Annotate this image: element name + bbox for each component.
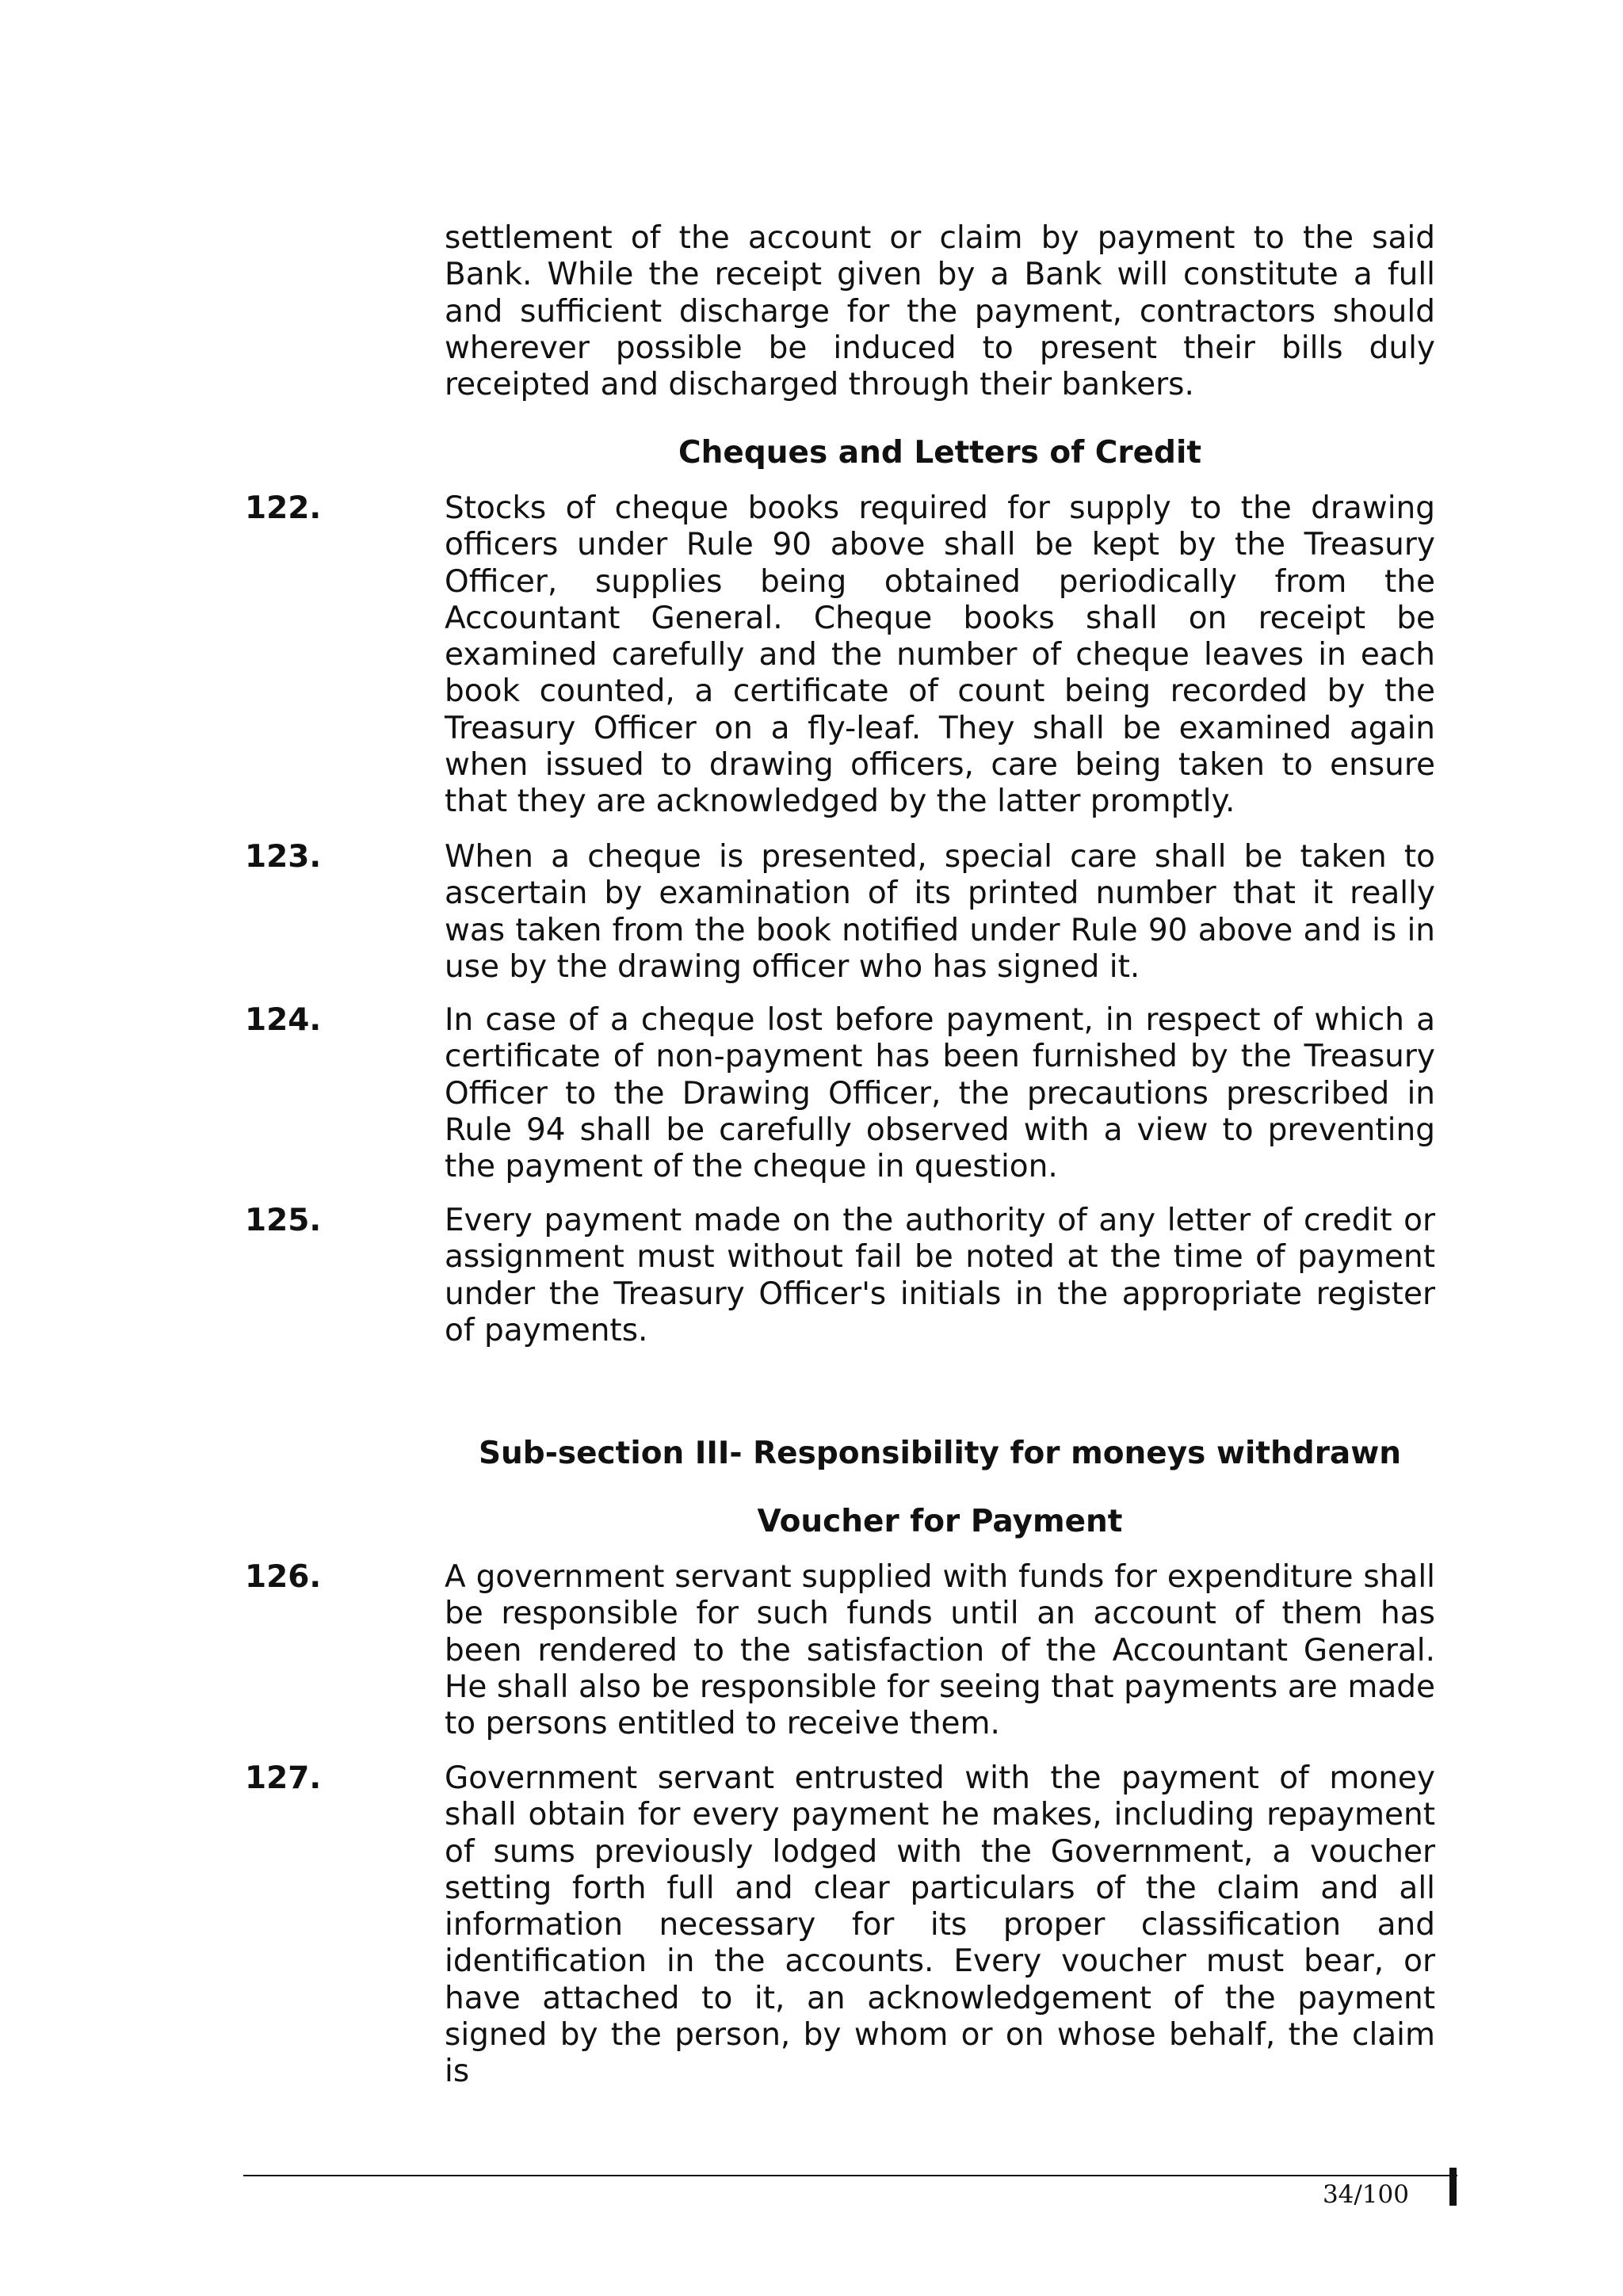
rule-text-125: Every payment made on the authority of any letter of credit or assignment must without fail be noted at the time of payment under the Treasury Officer's initials in the appropriate register of payments.	[445, 1203, 1435, 1348]
continuation-paragraph: settlement of the account or claim by payment to the said Bank. While the receipt given by a Bank will constitute a full and sufficient discharge for the payment, contractors should wherever possible be induced to present their bills duly receipted and discharged through their bankers.	[445, 220, 1435, 403]
page-number: 34/100	[1322, 2180, 1409, 2209]
rule-number-127: 127.	[245, 1760, 322, 1796]
footer-divider	[243, 2175, 1457, 2176]
section-heading-cheques: Cheques and Letters of Credit	[678, 435, 1201, 471]
subsection-heading: Sub-section III- Responsibility for moneys withdrawn	[478, 1436, 1402, 1471]
rule-number-125: 125.	[245, 1203, 322, 1238]
rule-text-126: A government servant supplied with funds for expenditure shall be responsible for such funds until an account of them has been rendered to the satisfaction of the Accountant General. He shall also be responsible for seeing that payments are made to persons entitled to receive them.	[445, 1559, 1435, 1742]
rule-number-122: 122.	[245, 490, 322, 526]
rule-number-124: 124.	[245, 1002, 322, 1038]
rule-text-127: Government servant entrusted with the payment of money shall obtain for every payment he makes, including repayment of sums previously lodged with the Government, a voucher setting forth full and clear particulars of the claim and all information necessary for its proper classification and identification in the accounts. Every voucher must bear, or have attached to it, an acknowledgement of the payment signed by the person, by whom or on whose behalf, the claim is	[445, 1760, 1435, 2090]
rule-text-122: Stocks of cheque books required for supply to the drawing officers under Rule 90 above shall be kept by the Treasury Officer, supplies being obtained periodically from the Accountant General. Cheque books shall on receipt be examined carefully and the number of cheque leaves in each book counted, a certificate of count being recorded by the Treasury Officer on a fly-leaf. They shall be examined again when issued to drawing officers, care being taken to ensure that they are acknowledged by the latter promptly.	[445, 490, 1435, 820]
section-heading-voucher: Voucher for Payment	[757, 1504, 1123, 1539]
rule-number-126: 126.	[245, 1559, 322, 1595]
rule-text-124: In case of a cheque lost before payment, in respect of which a certificate of non-payment has been furnished by the Treasury Officer to the Drawing Officer, the precautions prescribed in Rule 94 shall be carefully observed with a view to preventing the payment of the cheque in question.	[445, 1002, 1435, 1185]
rule-text-123: When a cheque is presented, special care shall be taken to ascertain by examination of its printed number that it really was taken from the book notified under Rule 90 above and is in use by the drawing officer who has signed it.	[445, 839, 1435, 985]
rule-number-123: 123.	[245, 839, 322, 875]
footer-marker-bar	[1449, 2168, 1457, 2206]
